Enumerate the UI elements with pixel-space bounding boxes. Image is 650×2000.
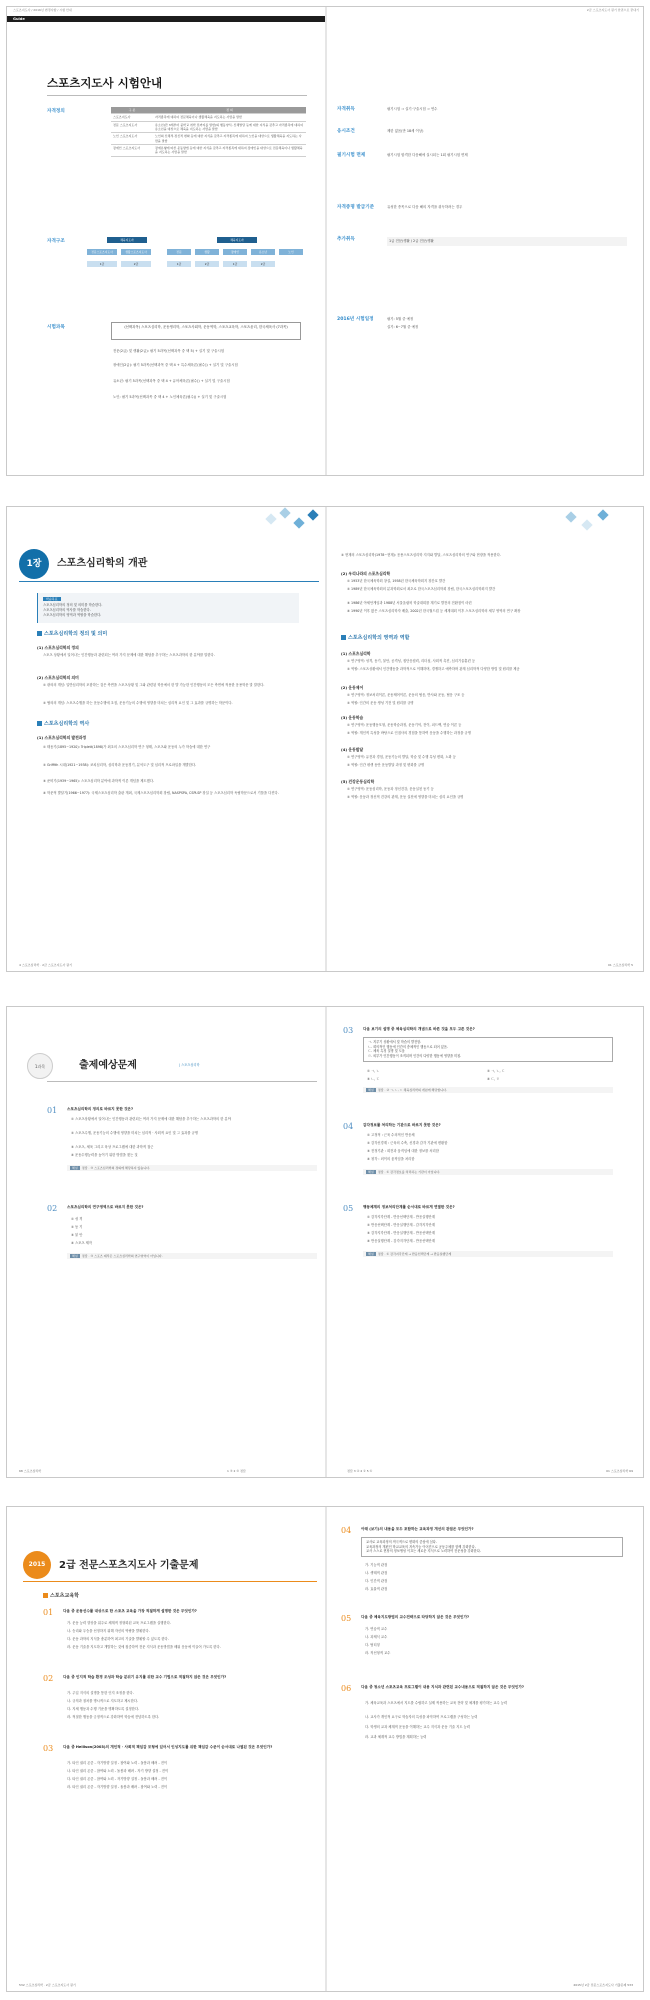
chapter-title: 스포츠심리학의 개관 — [57, 558, 148, 569]
page-footer: 2015년 2급 전문스포츠지도사 기출문제 533 — [573, 1982, 633, 1987]
paragraph: ① 연구영역: 정보처리이론, 운동제어이론, 운동의 협응, 반사와 운동, 협응 구조 등 — [347, 693, 465, 697]
label-certificate: 자격증명 발급기준 — [337, 205, 375, 210]
org-top-box: 체육지도자 — [107, 237, 147, 243]
paragraph: ① 연구영역: 운동행동모형, 운동학습과정, 운동기억, 전이, 피드백, 연습 이론 등 — [347, 723, 462, 727]
subject-note: 유소년: 필기 5과목(선택과목 중 택 4 + 유아체육론(필수)) + 실기 및 구술시험 — [113, 379, 230, 383]
question-text: 다음 중 청소년 스포츠교육 프로그램이 내용 지식과 관련된 교수내용으로 적절하지 않은 것은 무엇인가? — [361, 1685, 524, 1689]
org-grade-box: 2급 — [251, 261, 275, 267]
section-square-icon — [43, 1593, 48, 1598]
question-option: 다. 지체 행동과 수행 기준을 명확하도록 설정한다. — [67, 1707, 140, 1711]
question-text: 행동체계의 정보처리단계를 순서대로 바르게 연결한 것은? — [363, 1205, 455, 1209]
paragraph: ⑤ 현재의 스포츠심리학(1978~현재): 응용스포츠심리학 지지와 발달, 스포츠심리학의 연구와 현장을 적용한다. — [341, 553, 501, 557]
answer-text: 정답 · ③ 스포츠심리학의 정의에 해당하지 않습니다. — [81, 1166, 151, 1170]
answer-text: 정답 · ① 감각정보를 처리하는 기관이 아닙니다. — [377, 1170, 441, 1174]
info-line: 필기시험 합격한 다음해에 실시되는 1회 필기시험 면제 — [387, 153, 468, 157]
org-mid-box: 생활스포츠지도사 — [121, 249, 151, 255]
page-footer: 01 스포츠심리학 69 — [606, 1468, 633, 1473]
decorative-pattern — [557, 507, 637, 547]
table-cell: 전문 스포츠지도사 — [111, 121, 153, 133]
paragraph: ④ 1990년 이후 많은 스포츠심리학자 배출, 2002년 한국월드컵 등 세계대회 이후 스포츠심리학의 세부 영역의 연구 확장 — [347, 609, 521, 613]
spread-past-exam — [6, 1506, 644, 1992]
question-number: 05 — [343, 1204, 354, 1213]
question-text: 아래 (보기)의 내용을 모두 포함하는 교육과정 개선의 관점은 무엇인가? — [361, 1527, 474, 1531]
table-row — [111, 133, 306, 145]
table-row — [111, 121, 306, 133]
table-header: 구 분 — [111, 107, 153, 114]
answer-text: 정답 · ② ㄱ, ㄴ, ㄷ 체육심리학의 개념에 해당합니다. — [377, 1088, 447, 1092]
question-text: 다음 중 Hellison(2003)의 개인적 · 사회적 책임감 모형에 있어서 인성지도를 위한 책임감 수준이 순서대로 나열된 것은 무엇인가? — [63, 1745, 273, 1749]
pattern-tile — [265, 513, 276, 524]
org-grade-box: 1급 — [87, 261, 117, 267]
subject-note: 전문(2급) 및 생활(2급): 필기 5과목(선택과목 중 택 5) + 실기 및 구술시험 — [113, 349, 225, 353]
question-option: ② 동 기 — [71, 1225, 83, 1229]
sub-heading: (4) 운동발달 — [341, 747, 364, 752]
answer-explanation — [363, 1169, 613, 1175]
sub-heading: (1) 스포츠심리학의 발전과정 — [37, 735, 87, 740]
question-example-box — [361, 1537, 623, 1557]
question-option: 다. 학생의 교과 체계적 운동을 이해하는 교수 지식과 운동 기술 지도 능력 — [365, 1725, 470, 1729]
info-line: 필기: 5월 중 예정 — [387, 317, 414, 321]
question-number: 02 — [43, 1674, 54, 1683]
question-option: 나. 교사가 개인적 요구로 학습자의 특성을 파악하여 프로그램을 구성하는 능력 — [365, 1715, 478, 1719]
paragraph: ② 1989년 한국체육학회의 분과학회로서 최초로 한국스포츠심리학회 창립, 한국스포츠심리학회지 발간 — [347, 587, 496, 591]
answer-explanation — [67, 1165, 317, 1171]
question-text: 다음 보기의 설명 중 체육심리학의 개념으로 바른 것을 모두 고른 것은? — [363, 1027, 475, 1031]
label-additional: 추가취득 — [337, 237, 355, 242]
table-cell: 장애유형에 따른 운동방법 등에 대한 지식을 갖추고 자격종목에 대하여 장애인을 대상으로 전문체육이나 생활체육을 지도하는 사람을 말함 — [153, 145, 306, 157]
question-option: 가. 타인 권리 존중 - 자기방향 설정 - 참여와 노력 - 돌봄과 배려 - 전이 — [67, 1761, 168, 1765]
question-option: 가. 연습적 교수 — [365, 1627, 388, 1631]
sub-heading: (2) 우리나라의 스포츠심리학 — [341, 571, 391, 576]
org-mid-box: 전문스포츠지도사 — [87, 249, 117, 255]
page-right — [327, 507, 644, 971]
section-heading-text: 스포츠심리학의 역사 — [44, 721, 90, 727]
question-option: ③ 스포츠, 체육 그리고 육상 프로그램에 대한 과학적 접근 — [71, 1145, 154, 1149]
answer-explanation — [67, 1253, 317, 1259]
section-heading — [37, 631, 107, 638]
question-option: 라. 타인 권리 존중 - 자기방향 설정 - 돌봄과 배려 - 참여와 노력 - 전이 — [67, 1785, 168, 1789]
org-grade-box: 2급 — [121, 261, 151, 267]
goal-item: 스포츠심리학의 역사를 학습한다. — [43, 608, 91, 613]
example-line: 교사로 교육과정의 적극적으로 변화의 중심에 섬다. — [366, 1540, 437, 1544]
question-option: ③ ㄴ, ㄷ — [367, 1077, 380, 1081]
page-right — [327, 1507, 644, 1991]
paragraph: ③ 준비기(1939~1965): 스포츠심리학 분야에 과학적 이론 개념을 제도했다. — [43, 779, 154, 783]
org-grade-box: 1급 — [223, 261, 247, 267]
question-option: 라. 운동 기술을 지도하고 개발하는 것에 집중하여 전문 지식과 운동방법을 배워 운동에 이끌어 가도록 한다. — [67, 1645, 221, 1649]
question-option: ② 반응선택단계 - 반응실행단계 - 감각지각단계 — [367, 1223, 435, 1227]
question-number: 01 — [43, 1608, 54, 1617]
page-right — [327, 7, 644, 475]
sub-heading: (1) 스포츠심리학의 정의 — [37, 645, 79, 650]
question-option: ① 스포츠상황에서 일어나는 인간행동과 관련되는 여러 가지 문제에 대한 해답을 추구하는 스포츠과학의 한 분야 — [71, 1117, 231, 1121]
page-footer: 532 스포츠심리학 · 2급 스포츠지도사 필기 — [19, 1982, 76, 1987]
sub-heading: (1) 스포츠심리학 — [341, 651, 371, 656]
paragraph: ① 1953년 한국체육학회 창설, 1958년 한국체육학회지 창간호 발간 — [347, 579, 446, 583]
pattern-tile — [307, 509, 318, 520]
question-option: 다. 운동 과학의 지식을 충분하여 최고의 기술을 발휘할 수 있도록 한다. — [67, 1637, 169, 1641]
question-text: 다음 중 인지적 학습 환경 조성과 학습 분위기 유지를 위한 교수 기법으로 적절하지 않은 것은 무엇인가? — [63, 1675, 227, 1679]
question-option: 나. 승리와 우승을 선정하지 위해 자신의 역량을 발휘한다. — [67, 1629, 150, 1633]
section-heading-text: 스포츠심리학의 영역과 역할 — [348, 635, 410, 641]
example-line: ㄱ. 지루기 상황에서 및 학습의 발전함. — [368, 1040, 422, 1044]
question-option: 라. 교과 체계적 교수 방법을 계획하는 능력 — [365, 1735, 427, 1739]
table-cell: 장애인 스포츠지도사 — [111, 145, 153, 157]
question-option: ② 스포츠수행, 운동기능의 수행에 영향을 미치는 심리적 · 사회적 요인 및 그 효과를 규명 — [71, 1131, 198, 1135]
answer-text: 정답 · ④ 스포츠 제작은 스포츠심리학의 연구영역이 아닙니다. — [81, 1254, 163, 1258]
table-cell: 유소년(만 3세부터 중학교 취학 전까지를 말함)의 행동양식, 신체발달 등에 대한 지식을 갖추고 자격종목에 대하여 유소년을 대상으로 체육을 지도하는 사람을 말함 — [153, 121, 306, 133]
table-cell: 노인 스포츠지도사 — [111, 133, 153, 145]
question-option: 나. 규칙과 절차를 명시적으로 지도하고 제시한다. — [67, 1699, 139, 1703]
question-option: ③ 불 안 — [71, 1233, 83, 1237]
question-number: 06 — [341, 1684, 352, 1693]
running-header — [327, 7, 644, 12]
subject-badge: 1과목 — [27, 1053, 53, 1079]
section-heading — [37, 721, 89, 728]
goals-tag: 학습목표 — [43, 597, 61, 601]
page-right — [327, 1007, 644, 1477]
subject-heading-text: 스포츠교육학 — [50, 1593, 79, 1599]
info-line: 제한 없음(만 18세 이상) — [387, 129, 424, 133]
guide-strip: Guide — [7, 16, 325, 22]
page-left — [7, 1007, 325, 1477]
paragraph: ② 역할: 운동과 정신적 건강의 관계, 운동 실천에 영향을 미치는 심리 요인을 규명 — [347, 795, 464, 799]
org-grade-box: 2급 — [195, 261, 219, 267]
question-option: ① 감각지각단계 - 반응선택단계 - 반응실행단계 — [367, 1215, 435, 1219]
page-left — [7, 1507, 325, 1991]
info-line: 실기: 6~7월 중 예정 — [387, 325, 419, 329]
page-footer: 4 스포츠심리학 · 2급 스포츠지도사 필기 — [19, 962, 73, 967]
spread-exam-guide — [6, 6, 644, 476]
title-rule — [23, 1581, 317, 1582]
question-option: 가. 운동 능력 향상을 위주로 체계적 정형화된 교육 프로그램을 실행한다. — [67, 1621, 171, 1625]
title-rule — [47, 1081, 317, 1082]
example-line: 교사 스스로 현장의 정보생성 이끄는 새로운 지식으로 노력하여 전문성을 강화한다. — [366, 1549, 481, 1554]
question-number: 03 — [343, 1026, 354, 1035]
question-option: 다. 인간적 관점 — [365, 1579, 388, 1583]
learning-goals — [37, 593, 299, 623]
page-title: 스포츠지도사 시험안내 — [47, 76, 163, 90]
question-option: 가. 주입 지식의 설명을 통한 인지 조정을 한다. — [67, 1691, 134, 1695]
question-option: ① 성 격 — [71, 1217, 83, 1221]
section-square-icon — [37, 721, 42, 726]
question-option: ④ ㄷ, ㄹ — [487, 1077, 500, 1081]
question-option: 가. 체육교육과 스포츠에서 지도를 수립하고 실제 적용하는 교육 전략 및 체계를 평가하는 교수 능력 — [365, 1701, 508, 1705]
label-acquire: 자격취득 — [337, 107, 355, 112]
pattern-tile — [293, 517, 304, 528]
question-option: 가. 기능적 관점 — [365, 1563, 388, 1567]
section-title: 출제예상문제 — [79, 1060, 137, 1071]
question-number: 01 — [47, 1106, 58, 1115]
table-row — [111, 114, 306, 121]
header-text: 2급 스포츠지도사 필기 한권으로 끝내기 — [586, 8, 639, 12]
question-option: ① ㄱ, ㄴ — [367, 1069, 380, 1073]
info-line: 필기시험 ⇒ 실기·구술시험 ⇒ 연수 — [387, 107, 438, 111]
label-subjects: 시험과목 — [47, 325, 65, 330]
question-option: 나. 생태적 관점 — [365, 1571, 388, 1575]
answer-text: 정답 · ① 감각지각단계 → 반응선택단계 → 반응실행단계 — [377, 1252, 452, 1256]
example-line: ㄷ. 체육 특징 설명 및 도움 — [368, 1049, 405, 1054]
org-mid-box: 생활 — [195, 249, 219, 255]
question-option: ② 감각신경계 : 근육의 수축, 신경과 감각 기관에 변환함 — [367, 1141, 448, 1145]
paragraph: ② 역할: 개인적 특성을 바탕으로 인접사의 경험을 통하여 운동을 수행하는 과정을 규명 — [347, 731, 471, 735]
sub-heading: (2) 스포츠심리학의 의미 — [37, 675, 79, 680]
info-line: 1급 전문/생활 / 2급 전문/생활 — [387, 237, 627, 246]
paragraph: ① 연구영역: 운동심리학, 운동과 정신건강, 운동실천 동기 등 — [347, 787, 434, 791]
question-option: ③ 전정기관 : 회전과 움직임에 대한 정보를 처리함 — [367, 1149, 439, 1153]
question-number: 03 — [43, 1744, 54, 1753]
question-text: 스포츠심리학의 정의로 바르지 못한 것은? — [67, 1107, 134, 1111]
question-number: 04 — [341, 1526, 352, 1535]
question-option: ④ 운동수행능력을 높이기 위한 방법을 찾는 것 — [71, 1153, 138, 1157]
chapter-badge: 1장 — [19, 549, 49, 579]
answer-explanation — [363, 1087, 613, 1093]
pattern-tile — [597, 509, 608, 520]
question-number: 02 — [47, 1204, 58, 1213]
table-header: 정 의 — [153, 107, 306, 114]
paragraph: ① 광의의 개념: 일반심리학의 포함하는 것은 측면을 스포츠상황 및 그와 관련된 학문에서 한 발 가능한 인간행동의 모든 측면에 적용한 응용학문 말 말한다. — [43, 683, 265, 687]
paragraph: ① 태동기(1895~1920): Triplett(1898)가 최초의 스포츠심리학 연구 형태, 스포츠와 운동의 누가 학습에 대한 연구 — [43, 745, 211, 749]
question-text: 스포츠심리학의 연구영역으로 바르지 못한 것은? — [67, 1205, 144, 1209]
question-option: ① 고정적 : 근육 수의적인 반응체 — [367, 1133, 415, 1137]
paragraph: ② 역할: 스포츠상황에서 인간행동을 과학적으로 이해하며, 경쟁하고 예측하며 관계 심리학적 다양한 방법 및 원리를 제공 — [347, 667, 520, 671]
org-mid-box: 장애인 — [223, 249, 247, 255]
decorative-pattern — [247, 507, 327, 547]
question-option: ② ㄱ, ㄴ, ㄷ — [487, 1069, 505, 1073]
section-subtitle: | 스포츠심리학 — [179, 1063, 200, 1067]
title-rule — [47, 95, 307, 96]
answer-tag-icon: 해설 — [72, 1166, 78, 1170]
answer-tag-icon: 해설 — [368, 1170, 374, 1174]
question-option: 다. 타인 권리 존중 - 참여와 노력 - 자기방향 설정 - 돌봄과 배려 - 전이 — [67, 1777, 168, 1781]
pattern-tile — [581, 519, 592, 530]
answer-key: 정답 3 ② 4 ① 5 ① — [347, 1468, 373, 1473]
paragraph: 스포츠 상황에서 일어나는 인간행동과 관련되는 여러 가지 문제에 대한 해답을 추구하는 스포츠과학의 한 분야를 말한다. — [43, 653, 215, 657]
table-cell: 자격종목에 대하여 전문체육이나 생활체육을 지도하는 사람을 말함 — [153, 114, 306, 121]
sub-heading: (5) 건강운동심리학 — [341, 779, 375, 784]
subjects-box: (선택과목) 스포츠심리학, 운동생리학, 스포츠사회학, 운동역학, 스포츠교육학, 스포츠윤리, 한국체육사 (7과목) — [111, 322, 301, 340]
example-line: ㄹ. 외부가 인간행동이 조직되며 인간의 다양한 행동에 영향을 미침. — [368, 1053, 462, 1058]
spread-chapter-1 — [6, 506, 644, 972]
subject-note: 장애인(2급): 필기 5과목(선택과목 중 택 4 + 특수체육론(필수)) + 실기 및 구술시험 — [113, 363, 238, 367]
paragraph: ② 역할: 인간의 운동 생성 기전 및 원리를 규명 — [347, 701, 414, 705]
exam-title: 2급 전문스포츠지도사 기출문제 — [59, 1560, 199, 1571]
question-option: 나. 과제식 교수 — [365, 1635, 388, 1639]
label-qualification: 자격정의 — [47, 109, 65, 114]
label-eligibility: 응시조건 — [337, 129, 355, 134]
org-mid-box: 유소년 — [251, 249, 275, 255]
paragraph: ③ 1986년 아세안게임과 1988년 서울올림픽 학술대회를 계기로 발전의 전환점이 마련 — [347, 601, 472, 605]
label-structure: 자격구조 — [47, 239, 65, 244]
paragraph: ④ 학문적 발달기(1966~1977): 국제스포츠심리학 출판 개최, 국제스포츠심리학회 창립, NASPSPA, CSPLSP 창설 등 스포츠심리학 독립학문으로서 기틀을 다진다. — [43, 791, 279, 795]
label-exemption: 필기시험 면제 — [337, 153, 366, 158]
question-example-box — [363, 1037, 613, 1062]
sub-heading: (3) 운동학습 — [341, 715, 364, 720]
org-top-box: 체육지도자 — [217, 237, 257, 243]
table-row — [111, 145, 306, 157]
label-schedule: 2016년 시험일정 — [337, 317, 374, 322]
question-option: ③ 감각지각단계 - 반응실행단계 - 반응선택단계 — [367, 1231, 435, 1235]
chapter-rule — [19, 581, 319, 582]
question-option: 라. 적절한 행동을 긍정적으로 강화하여 학습에 전념하도록 한다. — [67, 1715, 160, 1719]
org-mid-box: 전문 — [167, 249, 191, 255]
question-option: 나. 타인 권리 존중 - 참여와 노력 - 돌봄과 배려 - 자기 방향 설정 - 전이 — [67, 1769, 169, 1773]
answer-tag-icon: 해설 — [368, 1252, 374, 1256]
example-line: 교육과정의 개편인 학교교육의 지속가능 이어진으로 공동주체를 함께 강화한다. — [366, 1544, 476, 1549]
section-square-icon — [37, 631, 42, 636]
question-option: 라. 효율적 관점 — [365, 1587, 388, 1591]
spread-practice-questions — [6, 1006, 644, 1478]
question-option: 다. 팀티칭 — [365, 1643, 380, 1647]
page-footer: 68 스포츠심리학 — [19, 1468, 42, 1473]
answer-tag-icon: 해설 — [368, 1088, 374, 1092]
question-option: ④ 스포츠 제작 — [71, 1241, 92, 1245]
header-text: 스포츠지도사 / 2016년 변경사항 / 시험 안내 — [13, 8, 72, 12]
table-cell: 스포츠지도사 — [111, 114, 153, 121]
subject-heading — [43, 1593, 79, 1600]
section-heading-text: 스포츠심리학의 정의 및 의미 — [44, 631, 108, 637]
org-chart — [77, 237, 307, 297]
paragraph: ② 역할: 인간 평생 동안 운동발달 과정 및 변화를 규명 — [347, 763, 425, 767]
qualification-table — [111, 107, 306, 157]
year-badge: 2015 — [23, 1551, 51, 1579]
question-option: ④ 청각 : 외이의 움직임을 처리함 — [367, 1157, 415, 1161]
sub-heading: (2) 운동제어 — [341, 685, 364, 690]
org-grade-box: 1급 — [167, 261, 191, 267]
answer-explanation — [363, 1251, 613, 1257]
table-cell: 노인의 신체적·정신적 변화 등에 대한 지식을 갖추고 자격종목에 대하여 노인을 대상으로 생활체육을 지도하는 사람을 말함 — [153, 133, 306, 145]
answer-key: 1 ③ 2 ④ 정답 — [227, 1468, 246, 1473]
question-text: 감각정보를 처리하는 기관으로 바르지 못한 것은? — [363, 1123, 441, 1127]
subject-note: 노인: 필기 5과목(선택과목 중 택 4 + 노인체육론(필수)) + 실기 및 구술시험 — [113, 395, 227, 399]
info-line: 유성한 종목으로 다음 해의 자격을 취득하려는 경우 — [387, 205, 463, 209]
pattern-tile — [565, 511, 576, 522]
answer-tag-icon: 해설 — [72, 1254, 78, 1258]
page-left — [7, 507, 325, 971]
paragraph: ② 협의의 개념: 스포츠수행을 하는 운동수행에 초점, 운동기능의 수행에 영향을 미치는 심리적 요인 및 그 효과를 규명하는 학문이다. — [43, 701, 233, 705]
example-line: ㄴ. 회의적인 행동에 인간의 총체적인 행동으로 되어 있음. — [368, 1044, 448, 1049]
question-number: 05 — [341, 1614, 352, 1623]
paragraph: ① 연구영역: 유전과 경험, 운동기능의 발달, 학습 및 수행 특성 변화, 노화 등 — [347, 755, 456, 759]
goal-item: 스포츠심리학의 영역과 역할을 학습한다. — [43, 612, 102, 617]
running-header — [7, 7, 325, 12]
question-option: ④ 반응실행단계 - 감각지각단계 - 반응선택단계 — [367, 1239, 435, 1243]
page-footer: 01 스포츠심리학 5 — [607, 962, 633, 967]
paragraph: ② Griffith 시대(1921~1938): 코치심리학, 심리학과 운동경기, 분석도구 및 심리적 프로파일을 개발한다. — [43, 763, 197, 767]
org-mid-box: 노인 — [279, 249, 303, 255]
paragraph: ① 연구영역: 성격, 동기, 불안, 공격성, 집단응집력, 리더십, 사회적 촉진, 심리기술훈련 등 — [347, 659, 476, 663]
page-left — [7, 7, 325, 475]
question-text: 다음 중 운동선수를 대상으로 한 스포츠 교육을 가장 적절하게 설명한 것은 무엇인가? — [63, 1609, 197, 1613]
question-number: 04 — [343, 1122, 354, 1131]
section-square-icon — [341, 635, 346, 640]
goal-item: 스포츠심리학의 정의 및 의미를 학습한다. — [43, 603, 103, 608]
question-text: 다음 중 체육지도방법의 교수전략으로 타당하지 않은 것은 무엇인가? — [361, 1615, 470, 1619]
question-option: 라. 직선형적 교수 — [365, 1651, 391, 1655]
section-heading — [341, 635, 409, 642]
pattern-tile — [279, 507, 290, 518]
